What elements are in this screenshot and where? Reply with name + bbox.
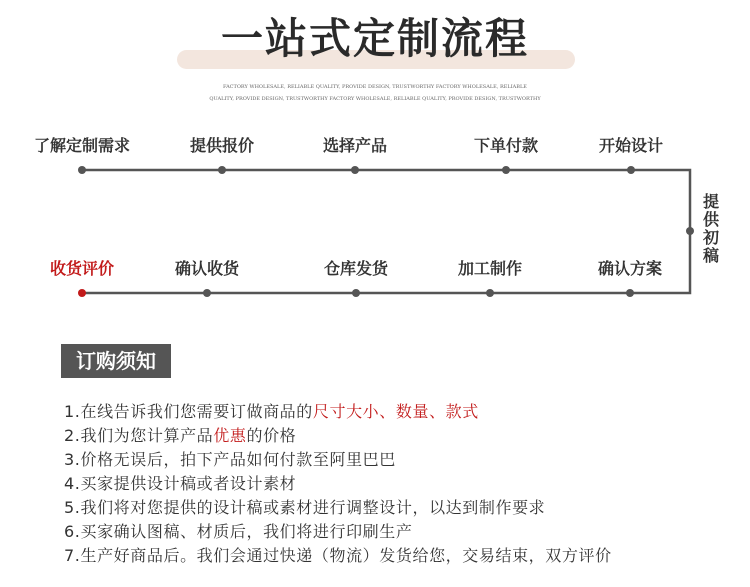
notice-item-3-text: 3.价格无误后，拍下产品如何付款至阿里巴巴 [64,450,396,469]
subtitle-line-2: QUALITY, PROVIDE DESIGN, TRUSTWORTHY FACTORY WHOLESALE, RELIABLE QUALITY, PROVIDE DESIGN, TRUSTWORTHY [209,96,541,102]
step-review: 收货评价 [49,259,115,278]
step-processing: 加工制作 [457,259,523,278]
step-select-product: 选择产品 [322,136,388,155]
notice-item-4-text: 4.买家提供设计稿或者设计素材 [64,474,297,493]
step-confirm-receipt: 确认收货 [174,259,240,278]
notice-heading: 订购须知 [61,344,171,378]
notice-item-4 [64,472,612,496]
node-top-4 [502,166,510,174]
notice-item-2-after: 的价格 [246,426,297,445]
node-bottom-3 [352,289,360,297]
notice-list [64,400,612,568]
notice-item-2 [64,424,612,448]
page-title: 一站式定制流程 [220,14,529,63]
node-top-3 [351,166,359,174]
step-provide-draft: 提供初稿 [702,192,719,265]
notice-item-6 [64,520,612,544]
notice-item-5 [64,496,612,520]
notice-item-1-highlight: 尺寸大小、数量、款式 [312,402,479,421]
subtitle-line-1: FACTORY WHOLESALE, RELIABLE QUALITY, PROVIDE DESIGN, TRUSTWORTHY FACTORY WHOLESALE, RELIABLE [223,84,527,90]
node-bottom-2 [203,289,211,297]
node-bottom-5 [626,289,634,297]
node-top-2 [218,166,226,174]
node-side [686,227,694,235]
node-top-5 [627,166,635,174]
step-confirm-plan: 确认方案 [597,259,663,278]
step-provide-quote: 提供报价 [189,136,255,155]
node-bottom-4 [486,289,494,297]
step-start-design: 开始设计 [598,136,664,155]
notice-item-2-highlight: 优惠 [213,426,247,445]
notice-item-6-text: 6.买家确认图稿、材质后，我们将进行印刷生产 [64,522,413,541]
node-top-1 [78,166,86,174]
step-place-order: 下单付款 [473,136,539,155]
notice-item-1 [64,400,612,424]
node-bottom-1 [78,289,86,297]
notice-item-3 [64,448,612,472]
step-understand-requirements: 了解定制需求 [33,136,131,155]
notice-item-1-text: 1.在线告诉我们您需要订做商品的 [64,402,313,421]
notice-item-7-text: 7.生产好商品后。我们会通过快递（物流）发货给您，交易结束，双方评价 [64,546,612,565]
notice-item-7 [64,544,612,568]
notice-item-2-text: 2.我们为您计算产品 [64,426,214,445]
step-warehouse-shipping: 仓库发货 [323,259,389,278]
notice-item-5-text: 5.我们将对您提供的设计稿或素材进行调整设计，以达到制作要求 [64,498,546,517]
